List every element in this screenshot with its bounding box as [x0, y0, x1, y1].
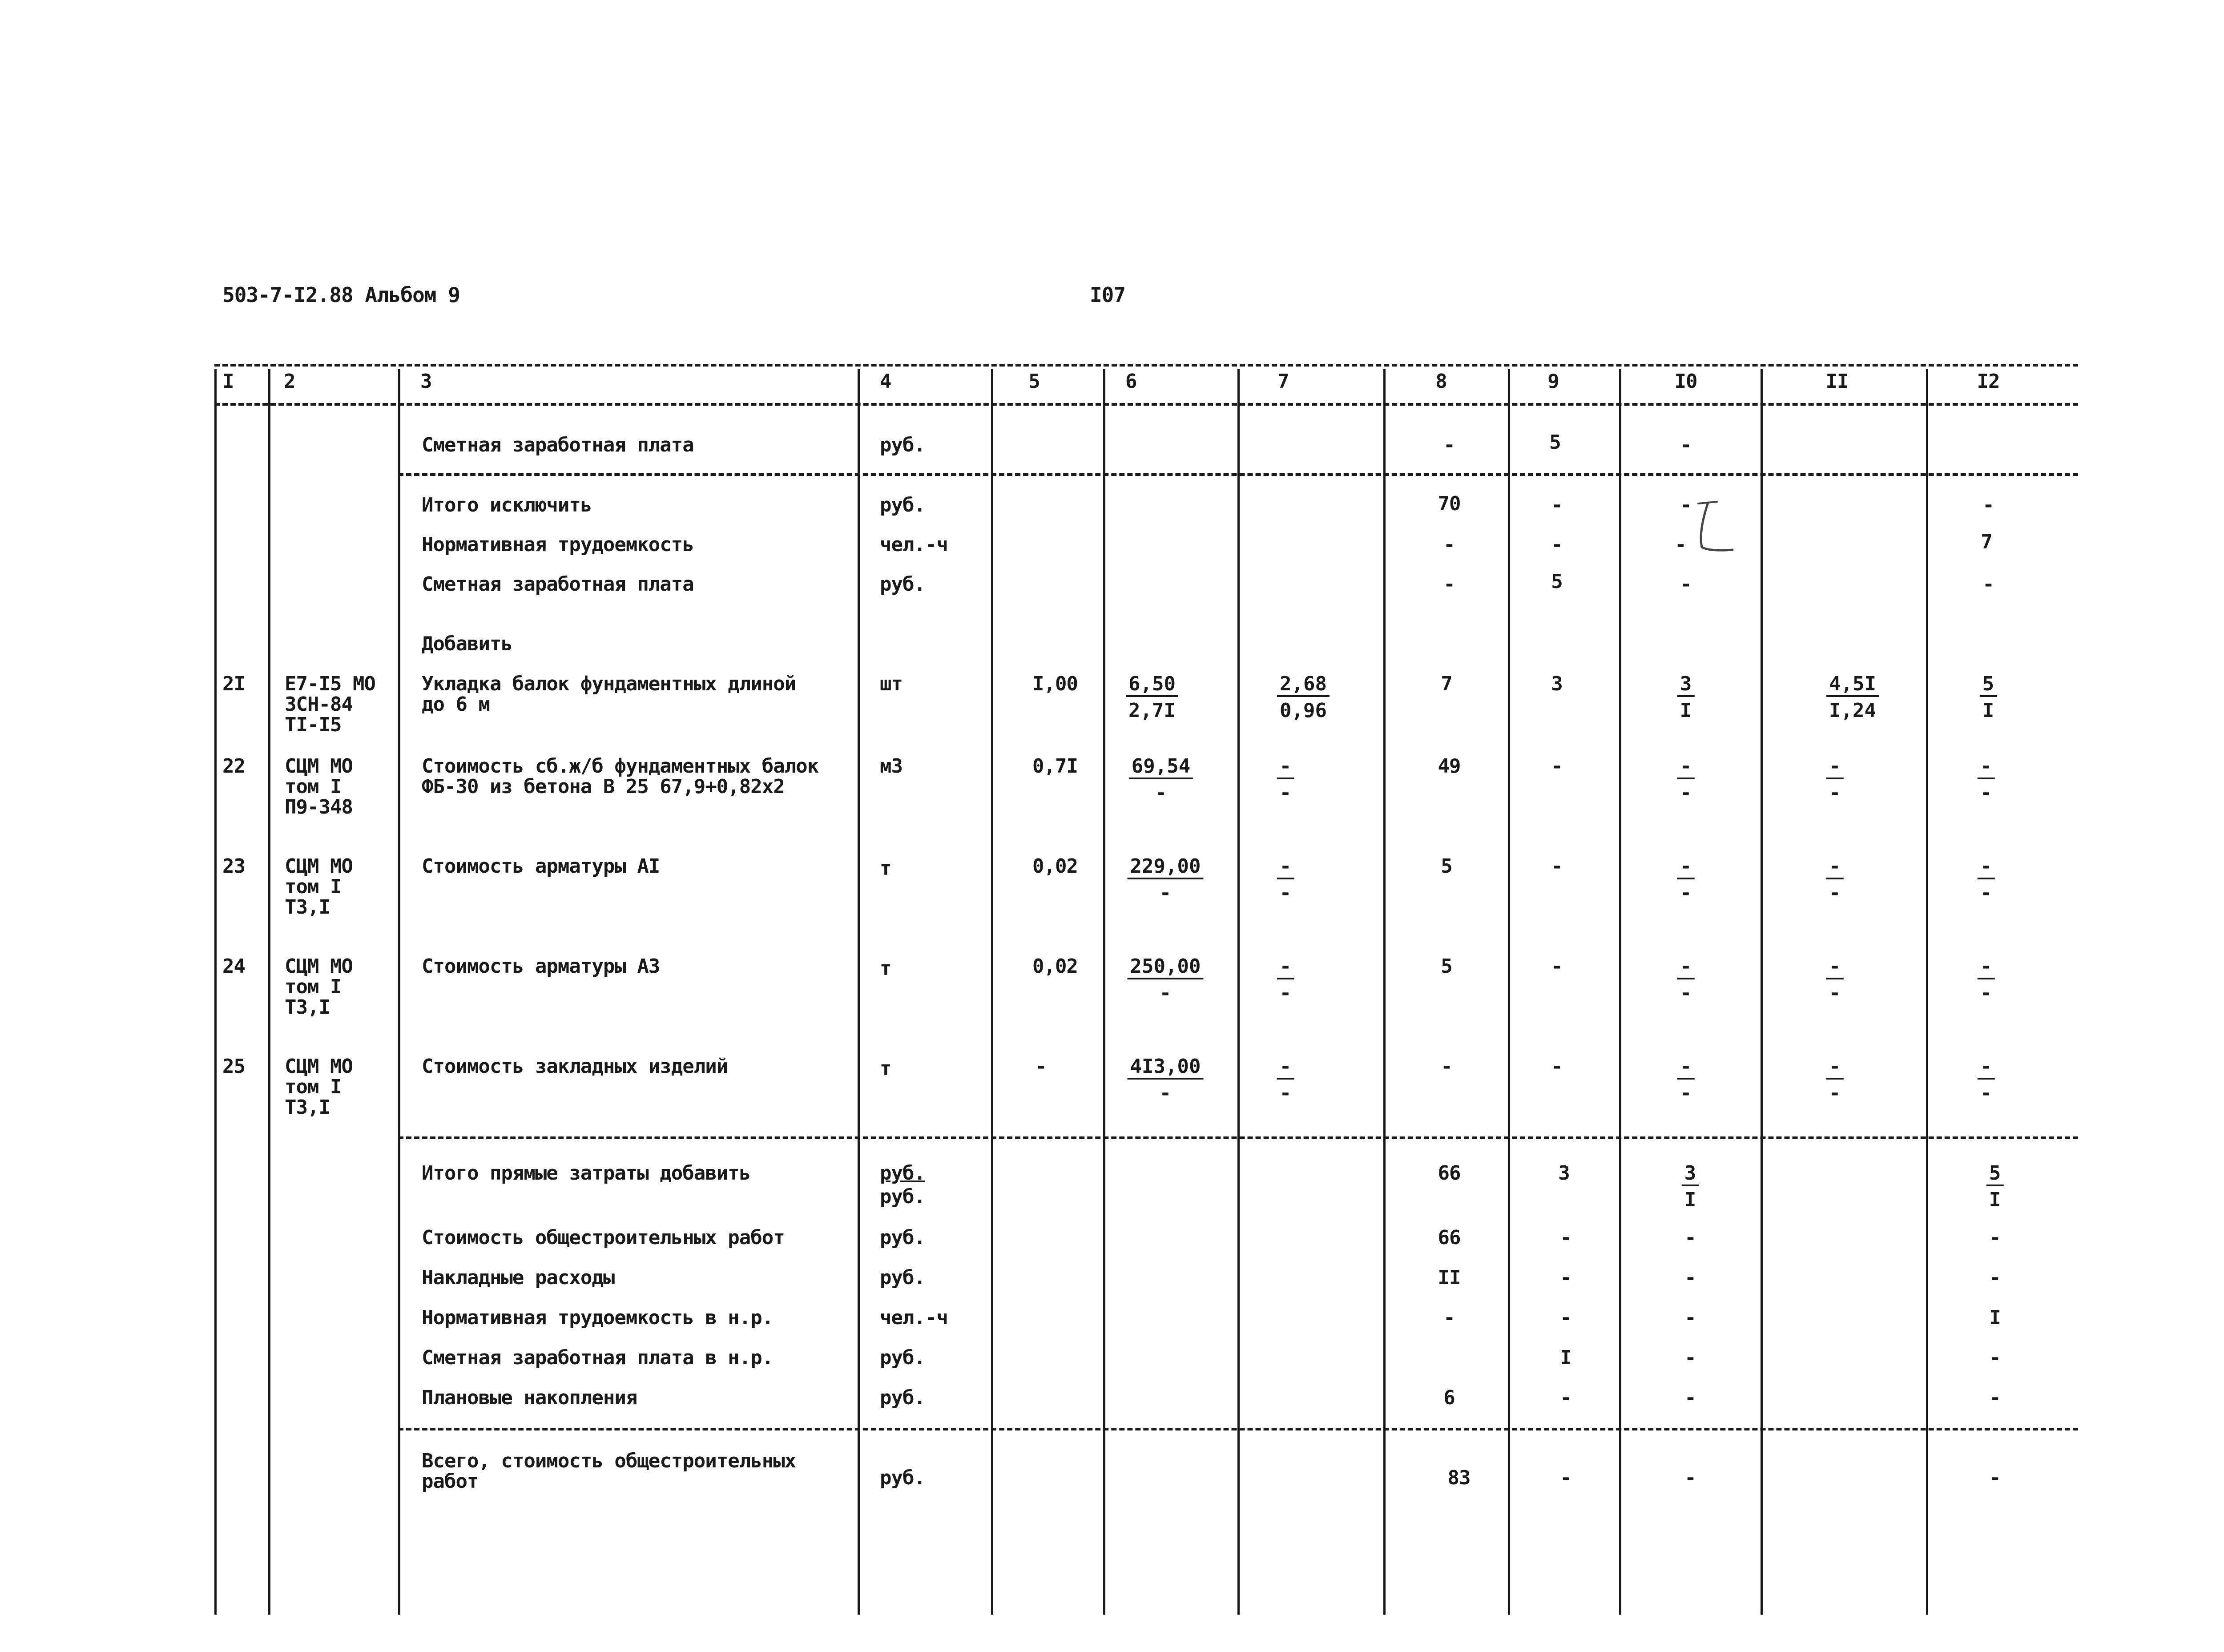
row-name: Итого исключить — [422, 494, 592, 516]
row-number: 24 — [222, 955, 245, 978]
row-unit: руб. — [880, 1346, 925, 1369]
row-unit: руб. — [880, 1266, 925, 1289]
cell-c12: - - — [1978, 1056, 1995, 1104]
section-rule — [398, 1136, 2078, 1139]
cell-c9: - — [1551, 855, 1563, 878]
cell-c8: II — [1438, 1266, 1461, 1289]
cell-qty: I,00 — [1032, 673, 1078, 695]
column-header: 2 — [284, 370, 295, 393]
row-name: Стоимость сб.ж/б фундаментных балок — [422, 755, 819, 778]
cell-qty: 0,02 — [1032, 855, 1078, 878]
cell-c10: - — [1675, 533, 1686, 556]
column-header: 4 — [880, 370, 891, 393]
page-number: I07 — [1089, 283, 1126, 307]
cell-c8: 7 — [1441, 673, 1452, 695]
cell-c8: 5 — [1441, 855, 1452, 878]
cell-c8: 5 — [1441, 955, 1452, 978]
cell-c6: 4I3,00 - — [1128, 1056, 1204, 1104]
cell-c8: 66 — [1438, 1162, 1461, 1185]
column-header: 7 — [1277, 370, 1289, 393]
row-name: Стоимость общестроительных работ — [422, 1226, 785, 1249]
row-number: 23 — [222, 855, 245, 878]
row-name: Нормативная трудоемкость — [422, 533, 694, 556]
cell-c12: - — [1989, 1467, 2001, 1489]
row-unit: руб. — [880, 1185, 925, 1208]
row-unit: т — [880, 1057, 891, 1080]
cell-c12: 7 — [1981, 531, 1992, 553]
row-name: Сметная заработная плата — [422, 434, 694, 456]
cell-c10: $\frac{3}{I}$ — [1682, 1163, 1699, 1210]
cell-qty: 0,7I — [1032, 755, 1078, 778]
cell-c12: - - — [1978, 956, 1995, 1003]
handwritten-mark-icon — [1690, 498, 1744, 560]
row-unit: т — [880, 857, 891, 880]
ref-line: том I — [285, 875, 342, 898]
cell-c11: - - — [1826, 856, 1844, 903]
row-unit: руб. — [880, 434, 925, 456]
col-border — [268, 369, 270, 1615]
cell-c12: - — [1989, 1346, 2001, 1369]
cell-c10: - — [1684, 1386, 1696, 1409]
cell-c10: $\frac{3}{I}$ — [1677, 674, 1695, 721]
row-name: ФБ-30 из бетона В 25 67,9+0,82х2 — [422, 775, 785, 798]
ref-line: ЗСН-84 — [285, 693, 353, 716]
cell-c11: - - — [1826, 756, 1844, 803]
cell-c10: - — [1684, 1266, 1696, 1289]
row-name: Стоимость закладных изделий — [422, 1055, 728, 1078]
row-name: Стоимость арматуры АI — [422, 855, 660, 878]
cell-c9: - — [1560, 1386, 1571, 1409]
ref-line: Т3,I — [285, 1096, 330, 1119]
cell-c6: 250,00 - — [1128, 956, 1204, 1003]
row-unit: чел.-ч — [880, 1306, 948, 1329]
cell-c7: - - — [1277, 956, 1294, 1003]
cell-c11: - - — [1826, 956, 1844, 1003]
cell-c7: - - — [1277, 1056, 1294, 1104]
cell-c9: - — [1551, 1055, 1563, 1078]
document-code: 503-7-I2.88 Альбом 9 — [222, 283, 460, 307]
cell-c9: - — [1551, 955, 1563, 978]
ref-line: СЦМ МО — [285, 955, 353, 978]
cell-c8: - — [1443, 434, 1455, 456]
cell-c12: - — [1982, 494, 1994, 516]
cell-c12: - — [1982, 573, 1994, 596]
row-unit: руб. — [880, 1386, 925, 1409]
row-unit: руб. — [880, 494, 925, 516]
cell-c8: 70 — [1438, 492, 1461, 515]
row-unit: руб. — [880, 1162, 925, 1185]
cell-c10: - - — [1677, 756, 1695, 803]
ref-line: СЦМ МО — [285, 755, 353, 778]
cell-c10: - - — [1677, 1056, 1695, 1104]
cell-c10: - — [1680, 494, 1692, 516]
cell-c11: - - — [1826, 1056, 1844, 1104]
column-header: I — [222, 370, 234, 393]
row-name: Итого прямые затраты добавить — [422, 1162, 751, 1185]
cell-c10: - — [1684, 1346, 1696, 1369]
ref-line: том I — [285, 975, 342, 998]
add-heading: Добавить — [422, 633, 512, 655]
cell-c6: $\frac{6,50}{2,7I}$ — [1126, 674, 1178, 721]
ref-line: Т3,I — [285, 896, 330, 919]
cell-c10: - — [1684, 1467, 1696, 1489]
row-unit: т — [880, 957, 891, 980]
cell-c8: - — [1441, 1055, 1452, 1078]
cell-c9: - — [1551, 494, 1563, 516]
column-header: I0 — [1674, 370, 1697, 393]
cell-c9: 3 — [1558, 1162, 1570, 1185]
cell-c12: $\frac{5}{I}$ — [1986, 1163, 2004, 1210]
cell-c7: - - — [1277, 756, 1294, 803]
row-unit: руб. — [880, 1467, 925, 1489]
column-header: 5 — [1028, 370, 1040, 393]
row-name: Накладные расходы — [422, 1266, 615, 1289]
cell-c10: - — [1684, 1226, 1696, 1249]
row-name: работ — [422, 1470, 479, 1493]
row-name: Стоимость арматуры А3 — [422, 955, 660, 978]
cell-c11: $\frac{4,5I}{I,24}$ — [1826, 674, 1879, 721]
ref-line: СЦМ МО — [285, 1055, 353, 1078]
cell-c12: - — [1989, 1386, 2001, 1409]
cell-qty: - — [1035, 1055, 1047, 1078]
row-unit: руб. — [880, 573, 925, 596]
cell-c8: 83 — [1447, 1467, 1471, 1489]
row-unit: шт — [880, 673, 902, 695]
cell-c6: 229,00 - — [1128, 856, 1204, 903]
cell-c7: $\frac{2,68}{0,96}$ — [1277, 674, 1330, 721]
ref-line: ТI-I5 — [285, 713, 342, 736]
column-header: 9 — [1547, 370, 1559, 393]
row-number: 2I — [222, 673, 245, 695]
row-unit: чел.-ч — [880, 533, 948, 556]
cell-c6: 69,54 - — [1129, 756, 1193, 803]
row-number: 22 — [222, 755, 245, 778]
cell-c9: - — [1551, 533, 1563, 556]
cell-c9: I — [1560, 1346, 1571, 1369]
cell-c9: - — [1551, 755, 1563, 778]
row-unit: руб. — [880, 1226, 925, 1249]
column-header: 8 — [1435, 370, 1447, 393]
cell-c10: - — [1684, 1306, 1696, 1329]
cell-c8: 49 — [1438, 755, 1461, 778]
ref-line: том I — [285, 1076, 342, 1098]
section-rule — [398, 473, 2078, 476]
table-top-rule — [214, 364, 2078, 367]
row-number: 25 — [222, 1055, 245, 1078]
row-name: Сметная заработная плата в н.р. — [422, 1346, 774, 1369]
cell-c9: - — [1560, 1467, 1571, 1489]
column-header: I2 — [1977, 370, 2000, 393]
header-bottom-rule — [214, 403, 2078, 406]
row-name: Плановые накопления — [422, 1386, 637, 1409]
row-name: до 6 м — [422, 693, 490, 716]
cell-c9: - — [1560, 1306, 1571, 1329]
column-header: 6 — [1125, 370, 1137, 393]
ref-line: Т3,I — [285, 996, 330, 1019]
cell-qty: 0,02 — [1032, 955, 1078, 978]
cell-c12: - - — [1978, 856, 1995, 903]
ref-line: СЦМ МО — [285, 855, 353, 878]
cell-c9: 5 — [1551, 570, 1563, 593]
cell-c12: $\frac{5}{I}$ — [1980, 674, 1997, 721]
ref-line: Е7-I5 МО — [285, 673, 375, 695]
cell-c10: - - — [1677, 956, 1695, 1003]
cell-c8: - — [1443, 1306, 1455, 1329]
cell-c12: I — [1989, 1306, 2001, 1329]
row-name: Укладка балок фундаментных длиной — [422, 673, 796, 695]
cell-c8: - — [1443, 533, 1455, 556]
cell-c12: - - — [1978, 756, 1995, 803]
row-unit: м3 — [880, 755, 902, 778]
row-name: Сметная заработная плата — [422, 573, 694, 596]
section-rule — [398, 1428, 2078, 1430]
cell-c12: - — [1989, 1266, 2001, 1289]
cell-c9: - — [1560, 1226, 1571, 1249]
row-name: Всего, стоимость общестроительных — [422, 1450, 796, 1472]
col-border — [214, 369, 217, 1615]
cell-c10: - - — [1677, 856, 1695, 903]
cell-c7: - - — [1277, 856, 1294, 903]
cell-c12: - — [1989, 1226, 2001, 1249]
column-header: II — [1825, 370, 1849, 393]
cell-c8: 66 — [1438, 1226, 1461, 1249]
row-name: Нормативная трудоемкость в н.р. — [422, 1306, 774, 1329]
cell-c9: - — [1560, 1266, 1571, 1289]
cell-c9: 5 — [1549, 431, 1561, 454]
cell-c10: - — [1680, 573, 1692, 596]
cell-c10: - — [1680, 434, 1692, 456]
cell-c9: 3 — [1551, 673, 1563, 695]
cell-c8: - — [1443, 573, 1455, 596]
cell-c8: 6 — [1443, 1386, 1455, 1409]
column-header: 3 — [420, 370, 432, 393]
ref-line: П9-348 — [285, 796, 353, 818]
ref-line: том I — [285, 775, 342, 798]
